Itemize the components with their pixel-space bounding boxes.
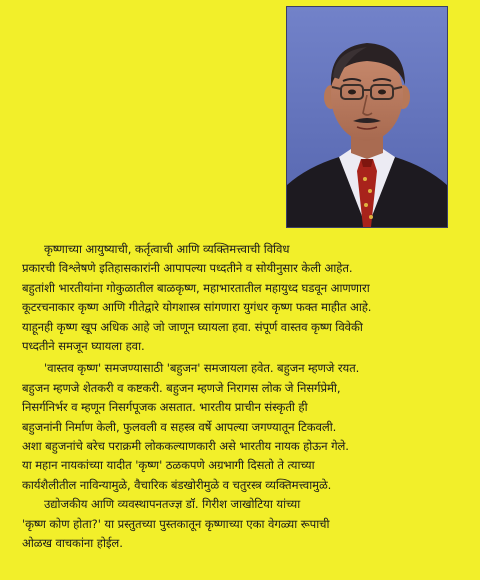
text-line: 'कृष्ण कोण होता?' या प्रस्तुतच्या पुस्तकातून कृष्णाच्या एका वेगळ्या रूपाची: [22, 516, 330, 531]
text-line: अशा बहुजनांचे बरेच पराक्रमी लोककल्याणकारी असे भारतीय नायक होऊन गेले.: [22, 439, 349, 454]
text-line: बहुजन म्हणजे शेतकरी व कष्टकरी. बहुजन म्हणजे निरागस लोक जे निसर्गप्रेमी,: [22, 380, 341, 395]
text-line: बहुजनांनी निर्माण केली, फुलवली व सहस्त्र वर्षे आपल्या जगण्यातून टिकवली.: [22, 419, 337, 434]
text-line: निसर्गनिर्भर व म्हणून निसर्गपूजक असतात. भारतीय प्राचीन संस्कृती ही: [22, 400, 308, 415]
text-line: बहुतांशी भारतीयांना गोकुळातील बाळकृष्ण, महाभारतातील महायुध्द घडवून आणणारा: [22, 280, 370, 295]
text-line: कार्यशैलीतील नाविन्यामुळे, वैचारिक बंडखोरीमुळे व चतुरस्त्र व्यक्तिमत्त्वामुळे.: [22, 477, 332, 492]
blurb-text: [22, 240, 468, 554]
paragraph-3: [22, 495, 468, 553]
text-line: या महान नायकांच्या यादीत 'कृष्ण' ठळकपणे अग्रभागी दिसतो ते त्याच्या: [22, 458, 315, 473]
paragraph-1: [22, 240, 468, 356]
paragraph-2: [22, 359, 468, 495]
text-line: याहूनही कृष्ण खूप अधिक आहे जो जाणून घ्यायला हवा. संपूर्ण वास्तव कृष्ण विवेकी: [22, 319, 363, 334]
text-line: ओळख वाचकांना होईल.: [22, 536, 123, 551]
author-portrait-icon: [287, 7, 447, 227]
text-line: प्रकारची विश्लेषणे इतिहासकारांनी आपापल्या पध्दतीने व सोयीनुसार केली आहेत.: [22, 261, 353, 276]
author-photo: [286, 6, 448, 228]
text-line: पध्दतीने समजून घ्यायला हवा.: [22, 339, 145, 354]
text-line: कूटरचनाकार कृष्ण आणि गीतेद्वारे योगशास्त्र सांगणारा युगंधर कृष्ण फक्त माहीत आहे.: [22, 300, 372, 315]
text-line: कृष्णाच्या आयुष्याची, कर्तृत्वाची आणि व्यक्तिमत्त्वाची विविध: [44, 242, 290, 256]
text-line: उद्योजकीय आणि व्यवस्थापनतज्ज्ञ डॉ. गिरीश जाखोटिया यांच्या: [44, 497, 301, 512]
text-line: 'वास्तव कृष्ण' समजण्यासाठी 'बहुजन' समजायला हवेत. बहुजन म्हणजे रयत.: [44, 361, 360, 376]
